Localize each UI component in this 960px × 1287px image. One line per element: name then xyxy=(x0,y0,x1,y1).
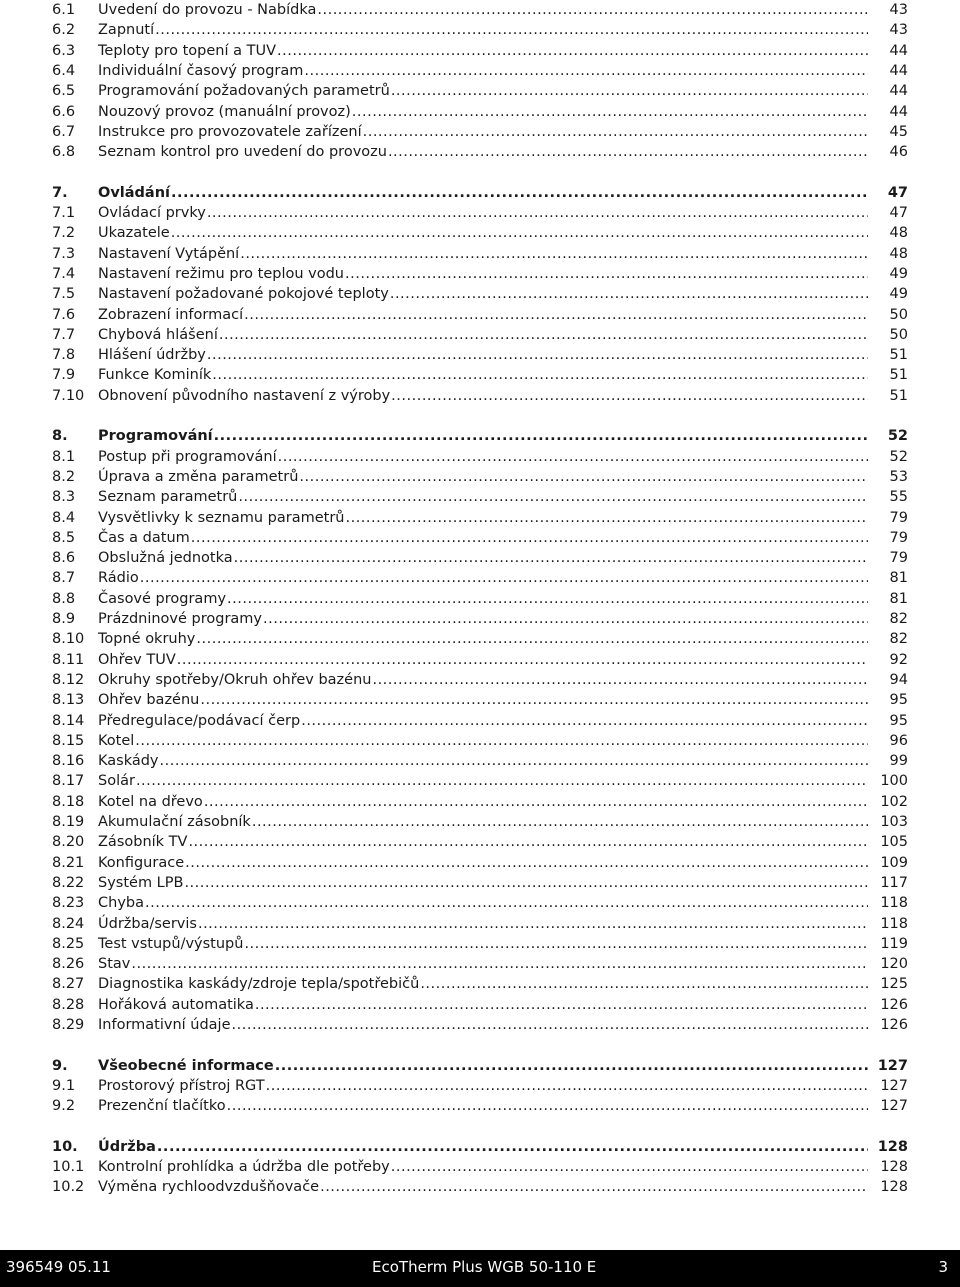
toc-entry[interactable] xyxy=(52,893,908,913)
toc-entry[interactable] xyxy=(52,751,908,771)
toc-entry[interactable] xyxy=(52,264,908,284)
toc-chapter-entry[interactable] xyxy=(52,1137,908,1157)
toc-entry[interactable] xyxy=(52,914,908,934)
toc-entry[interactable] xyxy=(52,832,908,852)
toc-entry-title: Chyba xyxy=(98,895,144,912)
toc-entry-page: 50 xyxy=(889,326,908,343)
toc-entry-number: 8.6 xyxy=(52,550,76,567)
toc-entry-title: Seznam parametrů xyxy=(98,489,238,506)
toc-entry-number: 8.4 xyxy=(52,509,76,526)
toc-entry[interactable] xyxy=(52,954,908,974)
toc-entry-title: Předregulace/podávací čerp xyxy=(98,712,301,729)
toc-entry[interactable] xyxy=(52,873,908,893)
toc-entry-title: Teploty pro topení a TUV xyxy=(98,42,277,59)
toc-entry-number: 8.8 xyxy=(52,590,76,607)
toc-dot-leader xyxy=(234,548,868,568)
toc-entry-number: 7.5 xyxy=(52,286,76,303)
toc-entry-number: 7.3 xyxy=(52,245,76,262)
toc-entry[interactable] xyxy=(52,61,908,81)
toc-entry[interactable] xyxy=(52,223,908,243)
toc-entry-number: 10.1 xyxy=(52,1159,85,1176)
toc-dot-leader xyxy=(171,223,868,243)
toc-dot-leader xyxy=(299,467,868,487)
toc-chapter-entry[interactable] xyxy=(52,183,908,203)
toc-entry-page: 43 xyxy=(889,22,908,39)
toc-entry-title: Kotel na dřevo xyxy=(98,793,203,810)
toc-entry-page: 109 xyxy=(880,854,908,871)
footer-document-number: 396549 05.11 xyxy=(6,1258,111,1276)
toc-entry-number: 7.6 xyxy=(52,306,76,323)
toc-dot-leader xyxy=(227,589,868,609)
toc-entry-title: Informativní údaje xyxy=(98,1017,231,1033)
toc-dot-leader xyxy=(207,203,868,223)
toc-entry-page: 44 xyxy=(889,83,908,100)
toc-entry-title: Nastavení požadované pokojové teploty xyxy=(98,286,389,303)
toc-entry[interactable] xyxy=(52,467,908,487)
toc-dot-leader xyxy=(275,1056,868,1076)
toc-dot-leader xyxy=(352,102,868,122)
toc-entry-number: 8.28 xyxy=(52,996,85,1013)
toc-entry-title: Konfigurace xyxy=(98,854,185,871)
toc-entry-title: Hořáková automatika xyxy=(98,996,254,1013)
toc-dot-leader xyxy=(391,1157,868,1177)
toc-entry-title: Hlášení údržby xyxy=(98,347,206,364)
toc-dot-leader xyxy=(345,508,868,528)
toc-entry-number: 6.4 xyxy=(52,62,76,79)
toc-entry-number: 7.8 xyxy=(52,347,76,364)
toc-entry-page: 79 xyxy=(889,509,908,526)
toc-entry-number: 8.5 xyxy=(52,529,76,546)
toc-dot-leader xyxy=(212,365,868,385)
toc-entry-number: 7.10 xyxy=(52,387,85,404)
toc-entry-title: Údržba xyxy=(98,1138,156,1155)
toc-dot-leader xyxy=(198,914,868,934)
toc-entry-page: 52 xyxy=(887,428,908,445)
toc-entry-title: Údržba/servis xyxy=(98,915,197,932)
toc-entry-title: Seznam kontrol pro uvedení do provozu xyxy=(98,144,387,161)
toc-entry-number: 8.19 xyxy=(52,814,85,830)
toc-entry[interactable] xyxy=(52,508,908,528)
toc-entry-page: 79 xyxy=(889,529,908,546)
toc-entry-title: Uvedení do provozu - Nabídka xyxy=(98,2,317,18)
toc-entry-number: 8.7 xyxy=(52,570,76,587)
toc-entry-page: 102 xyxy=(880,793,908,810)
toc-entry[interactable] xyxy=(52,792,908,812)
toc-entry-title: Obnovení původního nastavení z výroby xyxy=(98,387,391,404)
toc-dot-leader xyxy=(391,386,868,406)
toc-dot-leader xyxy=(140,568,868,588)
toc-entry-number: 8. xyxy=(52,428,68,445)
toc-entry-page: 94 xyxy=(889,671,908,688)
toc-entry-page: 49 xyxy=(889,265,908,282)
toc-entry-number: 8.10 xyxy=(52,631,85,648)
toc-entry-title: Kaskády xyxy=(98,753,159,770)
toc-entry-page: 55 xyxy=(889,489,908,506)
toc-entry-page: 82 xyxy=(889,631,908,648)
toc-entry-number: 8.29 xyxy=(52,1017,85,1033)
toc-entry-number: 8.20 xyxy=(52,834,85,851)
toc-entry-title: Ohřev bazénu xyxy=(98,692,200,709)
toc-entry-page: 81 xyxy=(889,590,908,607)
toc-dot-leader xyxy=(255,995,868,1015)
toc-entry[interactable] xyxy=(52,487,908,507)
toc-dot-leader xyxy=(278,447,868,467)
toc-entry-title: Prezenční tlačítko xyxy=(98,1098,226,1115)
toc-entry[interactable] xyxy=(52,690,908,710)
toc-entry[interactable] xyxy=(52,305,908,325)
toc-entry-number: 7.7 xyxy=(52,326,76,343)
toc-entry-page: 127 xyxy=(880,1077,908,1094)
toc-entry[interactable] xyxy=(52,853,908,873)
toc-dot-leader xyxy=(177,650,868,670)
toc-entry-number: 8.9 xyxy=(52,611,76,627)
toc-entry[interactable] xyxy=(52,345,908,365)
toc-entry[interactable] xyxy=(52,244,908,264)
toc-entry-title: Prázdninové programy xyxy=(98,611,263,627)
toc-entry-number: 7.1 xyxy=(52,205,76,221)
page-footer xyxy=(0,1250,960,1287)
toc-entry-page: 46 xyxy=(889,144,908,161)
toc-entry-title: Test vstupů/výstupů xyxy=(98,935,244,952)
toc-entry-page: 126 xyxy=(880,1017,908,1033)
toc-entry-page: 105 xyxy=(880,834,908,851)
toc-entry-page: 119 xyxy=(880,935,908,952)
toc-entry-number: 8.13 xyxy=(52,692,85,709)
toc-chapter-entry[interactable] xyxy=(52,1056,908,1076)
toc-dot-leader xyxy=(131,954,868,974)
toc-entry-page: 47 xyxy=(889,205,908,221)
toc-entry-number: 6.1 xyxy=(52,2,76,18)
toc-entry-page: 51 xyxy=(889,387,908,404)
toc-dot-leader xyxy=(304,61,868,81)
toc-entry-title: Individuální časový program xyxy=(98,62,304,79)
toc-dot-leader xyxy=(263,609,868,629)
toc-entry[interactable] xyxy=(52,1076,908,1096)
toc-entry[interactable] xyxy=(52,284,908,304)
toc-entry-page: 92 xyxy=(889,651,908,668)
toc-entry-page: 44 xyxy=(889,62,908,79)
toc-entry-title: Programování xyxy=(98,428,213,445)
toc-entry-title: Nastavení Vytápění xyxy=(98,245,240,262)
toc-dot-leader xyxy=(196,629,868,649)
toc-entry-page: 95 xyxy=(889,692,908,709)
toc-entry-page: 82 xyxy=(889,611,908,627)
toc-entry-title: Kontrolní prohlídka a údržba dle potřeby xyxy=(98,1159,390,1176)
toc-entry[interactable] xyxy=(52,0,908,20)
toc-entry-number: 6.2 xyxy=(52,22,76,39)
toc-entry-number: 8.17 xyxy=(52,773,85,790)
toc-entry[interactable] xyxy=(52,1177,908,1197)
toc-entry-title: Úprava a změna parametrů xyxy=(98,468,299,485)
toc-entry[interactable] xyxy=(52,731,908,751)
toc-entry[interactable] xyxy=(52,142,908,162)
toc-entry-number: 9.1 xyxy=(52,1077,76,1094)
toc-entry-number: 7.9 xyxy=(52,367,76,384)
toc-entry-title: Nastavení režimu pro teplou vodu xyxy=(98,265,344,282)
toc-dot-leader xyxy=(145,893,868,913)
toc-entry-title: Zobrazení informací xyxy=(98,306,244,323)
toc-dot-leader xyxy=(232,1015,868,1035)
toc-entry-title: Obslužná jednotka xyxy=(98,550,233,567)
toc-entry-page: 52 xyxy=(889,448,908,465)
toc-dot-leader xyxy=(388,142,868,162)
toc-entry-title: Programování požadovaných parametrů xyxy=(98,83,390,100)
toc-dot-leader xyxy=(191,528,868,548)
toc-entry-number: 7.4 xyxy=(52,265,76,282)
toc-entry-page: 49 xyxy=(889,286,908,303)
toc-entry-title: Kotel xyxy=(98,732,135,749)
toc-entry[interactable] xyxy=(52,102,908,122)
toc-entry[interactable] xyxy=(52,629,908,649)
toc-entry[interactable] xyxy=(52,20,908,40)
toc-entry-title: Zapnutí xyxy=(98,22,155,39)
toc-dot-leader xyxy=(204,792,868,812)
toc-dot-leader xyxy=(227,1096,868,1116)
toc-entry-number: 9.2 xyxy=(52,1098,76,1115)
toc-entry-title: Vysvětlivky k seznamu parametrů xyxy=(98,509,345,526)
toc-entry-number: 8.2 xyxy=(52,468,76,485)
toc-entry[interactable] xyxy=(52,650,908,670)
toc-entry-title: Časové programy xyxy=(98,590,227,607)
toc-entry-title: Chybová hlášení xyxy=(98,326,218,343)
toc-entry-page: 51 xyxy=(889,367,908,384)
toc-entry-number: 7. xyxy=(52,184,68,201)
toc-dot-leader xyxy=(372,670,868,690)
toc-dot-leader xyxy=(185,853,868,873)
toc-dot-leader xyxy=(244,305,868,325)
toc-entry[interactable] xyxy=(52,1157,908,1177)
toc-entry[interactable] xyxy=(52,447,908,467)
toc-entry-title: Okruhy spotřeby/Okruh ohřev bazénu xyxy=(98,671,372,688)
toc-entry-page: 50 xyxy=(889,306,908,323)
toc-entry[interactable] xyxy=(52,203,908,223)
toc-entry-page: 127 xyxy=(877,1057,908,1074)
footer-page-number: 3 xyxy=(938,1258,948,1276)
toc-entry-page: 79 xyxy=(889,550,908,567)
toc-entry-page: 99 xyxy=(889,753,908,770)
toc-entry-title: Ohřev TUV xyxy=(98,651,176,668)
toc-entry-title: Ukazatele xyxy=(98,225,170,242)
toc-dot-leader xyxy=(244,934,868,954)
toc-entry-number: 8.18 xyxy=(52,793,85,810)
toc-entry-number: 8.27 xyxy=(52,976,85,993)
toc-dot-leader xyxy=(219,325,868,345)
toc-entry-title: Instrukce pro provozovatele zařízení xyxy=(98,123,362,140)
toc-entry[interactable] xyxy=(52,812,908,832)
toc-entry-title: Postup při programování xyxy=(98,448,277,465)
toc-entry-page: 103 xyxy=(880,814,908,830)
toc-entry-title: Prostorový přístroj RGT xyxy=(98,1077,265,1094)
toc-entry-title: Systém LPB xyxy=(98,874,184,891)
toc-entry-page: 125 xyxy=(880,976,908,993)
toc-entry-page: 51 xyxy=(889,347,908,364)
toc-entry[interactable] xyxy=(52,365,908,385)
toc-entry-number: 8.25 xyxy=(52,935,85,952)
toc-dot-leader xyxy=(363,122,868,142)
toc-entry-number: 8.15 xyxy=(52,732,85,749)
toc-dot-leader xyxy=(214,426,868,446)
toc-dot-leader xyxy=(317,0,868,20)
toc-entry-title: Topné okruhy xyxy=(98,631,196,648)
toc-entry-number: 8.11 xyxy=(52,651,85,668)
toc-dot-leader xyxy=(345,264,868,284)
toc-entry-page: 96 xyxy=(889,732,908,749)
toc-entry-number: 9. xyxy=(52,1057,68,1074)
toc-entry-number: 6.6 xyxy=(52,103,76,120)
toc-entry[interactable] xyxy=(52,589,908,609)
toc-entry-title: Solár xyxy=(98,773,135,790)
toc-entry[interactable] xyxy=(52,609,908,629)
toc-entry-page: 100 xyxy=(880,773,908,790)
footer-product-name: EcoTherm Plus WGB 50-110 E xyxy=(372,1258,597,1276)
toc-entry-title: Diagnostika kaskády/zdroje tepla/spotřebičů xyxy=(98,976,420,993)
toc-entry[interactable] xyxy=(52,528,908,548)
toc-entry[interactable] xyxy=(52,41,908,61)
toc-entry-title: Rádio xyxy=(98,570,139,587)
toc-entry[interactable] xyxy=(52,771,908,791)
toc-entry-page: 118 xyxy=(880,895,908,912)
toc-dot-leader xyxy=(200,690,868,710)
toc-entry-page: 48 xyxy=(889,225,908,242)
toc-dot-leader xyxy=(184,873,868,893)
toc-entry-number: 8.12 xyxy=(52,671,85,688)
toc-entry-number: 6.3 xyxy=(52,42,76,59)
toc-entry-title: Nouzový provoz (manuální provoz) xyxy=(98,103,351,120)
toc-entry-page: 48 xyxy=(889,245,908,262)
toc-entry[interactable] xyxy=(52,1015,908,1035)
toc-entry-title: Zásobník TV xyxy=(98,834,188,851)
toc-entry-page: 120 xyxy=(880,956,908,973)
toc-entry[interactable] xyxy=(52,548,908,568)
toc-dot-leader xyxy=(188,832,868,852)
toc-entry-number: 8.23 xyxy=(52,895,85,912)
toc-entry[interactable] xyxy=(52,670,908,690)
toc-entry-page: 128 xyxy=(880,1179,908,1196)
toc-dot-leader xyxy=(157,1137,868,1157)
toc-entry-title: Čas a datum xyxy=(98,529,190,546)
toc-entry[interactable] xyxy=(52,995,908,1015)
toc-dot-leader xyxy=(420,974,868,994)
toc-dot-leader xyxy=(266,1076,868,1096)
toc-entry-title: Funkce Kominík xyxy=(98,367,212,384)
toc-entry-page: 44 xyxy=(889,42,908,59)
toc-entry-number: 8.3 xyxy=(52,489,76,506)
toc-entry-title: Ovládací prvky xyxy=(98,205,206,221)
toc-entry-page: 45 xyxy=(889,123,908,140)
toc-entry-page: 126 xyxy=(880,996,908,1013)
toc-entry-number: 6.5 xyxy=(52,83,76,100)
toc-entry[interactable] xyxy=(52,122,908,142)
toc-entry-page: 128 xyxy=(877,1138,908,1155)
toc-chapter-entry[interactable] xyxy=(52,426,908,446)
toc-entry-page: 127 xyxy=(880,1098,908,1115)
toc-entry-title: Ovládání xyxy=(98,184,170,201)
toc-entry-page: 81 xyxy=(889,570,908,587)
toc-entry-page: 43 xyxy=(889,2,908,18)
toc-dot-leader xyxy=(252,812,868,832)
toc-dot-leader xyxy=(390,284,868,304)
toc-dot-leader xyxy=(155,20,868,40)
toc-entry-title: Výměna rychloodvzdušňovače xyxy=(98,1179,320,1196)
toc-dot-leader xyxy=(240,244,868,264)
toc-entry-number: 8.24 xyxy=(52,915,85,932)
toc-dot-leader xyxy=(207,345,868,365)
toc-entry-page: 117 xyxy=(880,874,908,891)
toc-entry-title: Všeobecné informace xyxy=(98,1057,274,1074)
toc-entry[interactable] xyxy=(52,81,908,101)
toc-entry[interactable] xyxy=(52,711,908,731)
toc-entry[interactable] xyxy=(52,325,908,345)
toc-entry-number: 10. xyxy=(52,1138,78,1155)
toc-dot-leader xyxy=(171,183,868,203)
toc-dot-leader xyxy=(320,1177,868,1197)
toc-entry-page: 128 xyxy=(880,1159,908,1176)
toc-entry[interactable] xyxy=(52,1096,908,1116)
toc-entry-number: 8.16 xyxy=(52,753,85,770)
toc-entry-title: Akumulační zásobník xyxy=(98,814,251,830)
toc-entry[interactable] xyxy=(52,386,908,406)
toc-dot-leader xyxy=(160,751,868,771)
toc-entry[interactable] xyxy=(52,568,908,588)
toc-dot-leader xyxy=(238,487,868,507)
toc-entry-number: 7.2 xyxy=(52,225,76,242)
toc-entry-number: 6.8 xyxy=(52,144,76,161)
toc-entry-number: 6.7 xyxy=(52,123,76,140)
toc-entry-title: Stav xyxy=(98,956,131,973)
toc-entry-page: 118 xyxy=(880,915,908,932)
toc-entry-page: 95 xyxy=(889,712,908,729)
toc-entry-page: 44 xyxy=(889,103,908,120)
toc-entry-number: 8.26 xyxy=(52,956,85,973)
toc-dot-leader xyxy=(277,41,868,61)
toc-entry[interactable] xyxy=(52,974,908,994)
toc-dot-leader xyxy=(391,81,868,101)
toc-entry-number: 8.1 xyxy=(52,448,76,465)
toc-entry[interactable] xyxy=(52,934,908,954)
toc-entry-number: 8.22 xyxy=(52,874,85,891)
toc-entry-number: 8.14 xyxy=(52,712,85,729)
toc-entry-number: 8.21 xyxy=(52,854,85,871)
toc-dot-leader xyxy=(135,731,868,751)
toc-dot-leader xyxy=(136,771,868,791)
toc-entry-number: 10.2 xyxy=(52,1179,85,1196)
toc-dot-leader xyxy=(301,711,868,731)
toc-entry-page: 47 xyxy=(887,184,908,201)
toc-entry-page: 53 xyxy=(889,468,908,485)
